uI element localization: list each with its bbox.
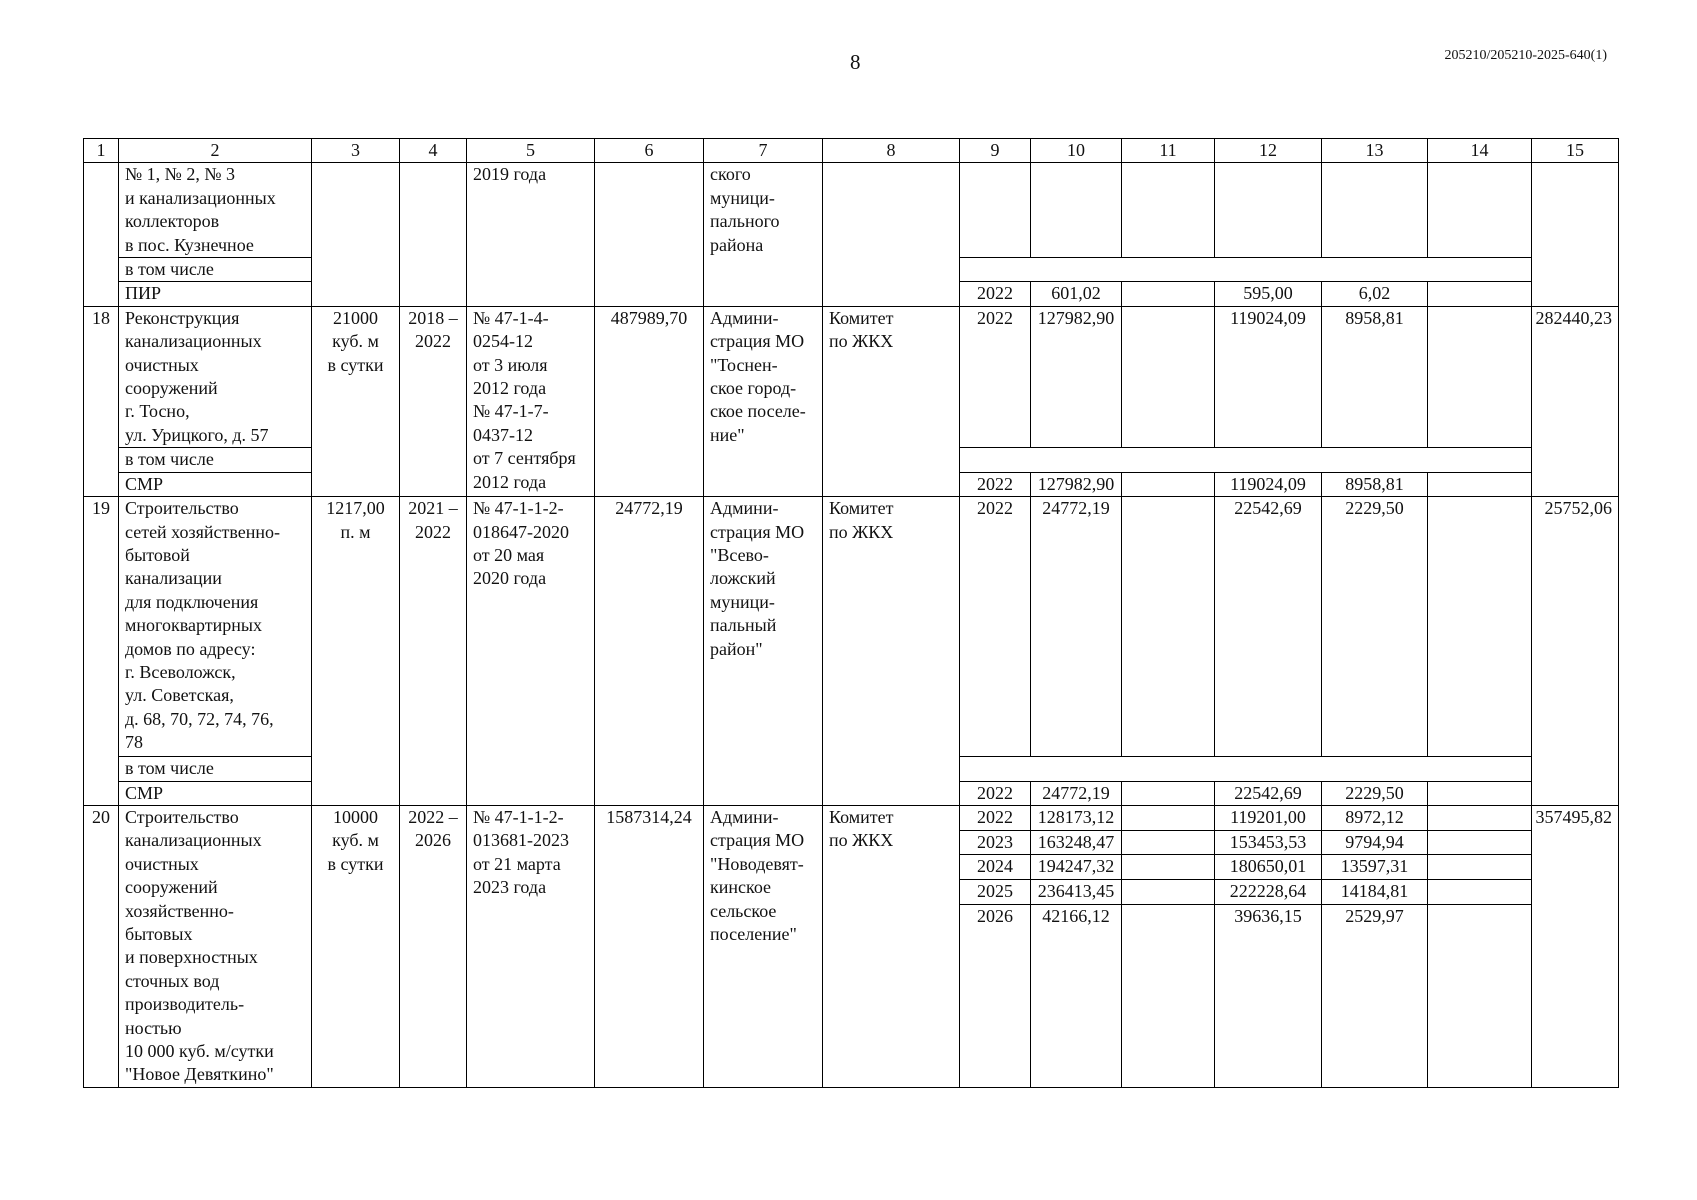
- year: 2022: [960, 472, 1031, 496]
- total-value: 42166,12: [1031, 904, 1122, 1087]
- object-name-line: № 1, № 2, № 3: [125, 164, 236, 185]
- total-value: 24772,19: [1031, 781, 1122, 805]
- cell: [1122, 472, 1215, 496]
- total-value: 236413,45: [1031, 880, 1122, 905]
- federal-value: 22542,69: [1215, 497, 1322, 757]
- header-cell-1: 1: [84, 139, 119, 163]
- object-name-line: сооружений: [125, 378, 218, 399]
- regional-value: 14184,81: [1322, 880, 1428, 905]
- object-name-line: 10 000 куб. м/сутки: [125, 1040, 274, 1061]
- customer-text-line: Админи-: [710, 307, 779, 328]
- cell: [960, 163, 1031, 258]
- cell: [1428, 163, 1532, 258]
- capacity-line: 10000: [333, 806, 378, 827]
- cell: [1122, 497, 1215, 757]
- subtotal-kind: ПИР: [119, 282, 312, 306]
- customer-text-line: "Тоснен-: [710, 354, 778, 375]
- header-cell-15: 15: [1532, 139, 1619, 163]
- header-cell-12: 12: [1215, 139, 1322, 163]
- expertise-text-line: 2020 года: [473, 568, 547, 589]
- header-cell-14: 14: [1428, 139, 1532, 163]
- period-line: 2018 –: [408, 307, 458, 328]
- object-name-line: и канализационных: [125, 187, 276, 208]
- expertise-text-line: 2012 года: [473, 471, 547, 492]
- customer-text-line: ское город-: [710, 378, 797, 399]
- expertise-text-line: 2012 года: [473, 378, 547, 399]
- header-cell-3: 3: [312, 139, 400, 163]
- remaining-value: 282440,23: [1532, 306, 1619, 496]
- cell: [1215, 163, 1322, 258]
- customer-text: [704, 497, 823, 806]
- cell: [1428, 497, 1532, 757]
- year: 2026: [960, 904, 1031, 1087]
- project-row-20-year: [84, 805, 1619, 830]
- cell: [960, 757, 1532, 781]
- object-name-line: сетей хозяйственно-: [125, 521, 281, 542]
- expertise-text-line: от 3 июля: [473, 354, 548, 375]
- subtotal-kind: СМР: [119, 781, 312, 805]
- object-name-line: бытовой: [125, 544, 190, 565]
- customer-text-line: ложский: [710, 568, 776, 589]
- estimated-cost: 487989,70: [595, 306, 704, 496]
- period-line: 2022: [415, 521, 451, 542]
- cell: [400, 163, 467, 306]
- customer-text-line: поселение": [710, 923, 797, 944]
- header-cell-13: 13: [1322, 139, 1428, 163]
- project-row-19: [84, 497, 1619, 757]
- cell: [823, 163, 960, 306]
- row-number: 19: [84, 497, 119, 806]
- object-name-line: бытовых: [125, 923, 193, 944]
- object-name-line: г. Всеволожск,: [125, 661, 236, 682]
- cell: [1122, 306, 1215, 447]
- object-name-line: в пос. Кузнечное: [125, 234, 254, 255]
- project-row-18: [84, 306, 1619, 447]
- object-name-line: для подключения: [125, 591, 259, 612]
- executor-text: [823, 805, 960, 1087]
- header-row: [84, 139, 1619, 163]
- customer-text-line: район": [710, 638, 763, 659]
- expertise-text-line: 018647-2020: [473, 521, 569, 542]
- cell: [1031, 163, 1122, 258]
- object-name-line: сооружений: [125, 877, 218, 898]
- federal-value: 222228,64: [1215, 880, 1322, 905]
- regional-value: 8958,81: [1322, 306, 1428, 447]
- object-name-line: производитель-: [125, 994, 245, 1015]
- capacity-line: в сутки: [327, 354, 384, 375]
- cell: [595, 163, 704, 306]
- total-value: 24772,19: [1031, 497, 1122, 757]
- header-cell-9: 9: [960, 139, 1031, 163]
- executor-text-line: по ЖКХ: [829, 331, 894, 352]
- header-cell-7: 7: [704, 139, 823, 163]
- header-cell-10: 10: [1031, 139, 1122, 163]
- remaining-value: 357495,82: [1532, 805, 1619, 1087]
- expertise-text-line: № 47-1-1-2-: [473, 498, 564, 519]
- total-value: 128173,12: [1031, 805, 1122, 830]
- object-name-line: очистных: [125, 853, 199, 874]
- total-value: 127982,90: [1031, 472, 1122, 496]
- expertise-text-line: 013681-2023: [473, 830, 569, 851]
- remaining-value: 25752,06: [1532, 497, 1619, 806]
- cell: [1428, 472, 1532, 496]
- expertise-text-line: № 47-1-1-2-: [473, 806, 564, 827]
- federal-value: 180650,01: [1215, 855, 1322, 880]
- estimated-cost: 24772,19: [595, 497, 704, 806]
- cell: [1122, 805, 1215, 830]
- customer-text-line: страция МО: [710, 331, 805, 352]
- row-number: 20: [84, 805, 119, 1087]
- period-line: 2022 –: [408, 806, 458, 827]
- capacity-line: 1217,00: [326, 498, 385, 519]
- cell: [312, 163, 400, 306]
- federal-value: 22542,69: [1215, 781, 1322, 805]
- customer-text-line: кинское: [710, 877, 772, 898]
- object-name: [119, 805, 312, 1087]
- period-line: 2022: [415, 331, 451, 352]
- object-name-line: канализации: [125, 568, 222, 589]
- object-name-line: канализационных: [125, 830, 262, 851]
- cell: [1122, 855, 1215, 880]
- cell: [1122, 282, 1215, 306]
- header-cell-6: 6: [595, 139, 704, 163]
- object-name-line: Строительство: [125, 806, 239, 827]
- cell: [1428, 830, 1532, 855]
- year: 2025: [960, 880, 1031, 905]
- capacity: [312, 306, 400, 496]
- customer-text-line: пального: [710, 211, 780, 232]
- customer-text-line: "Новодевят-: [710, 853, 804, 874]
- object-name-line: сточных вод: [125, 970, 220, 991]
- customer-text-line: Админи-: [710, 806, 779, 827]
- customer-text-line: муници-: [710, 591, 775, 612]
- expertise-text: [467, 497, 595, 806]
- customer-text-line: сельское: [710, 900, 777, 921]
- expertise-text-line: от 7 сентября: [473, 448, 576, 469]
- customer-text-line: ское поселе-: [710, 401, 806, 422]
- customer-text: [704, 805, 823, 1087]
- customer-text: [704, 163, 823, 306]
- period: [400, 497, 467, 806]
- total-value: 163248,47: [1031, 830, 1122, 855]
- expertise-text-line: 2023 года: [473, 877, 547, 898]
- customer-text-line: ского: [710, 164, 751, 185]
- expertise-text-line: 0437-12: [473, 424, 533, 445]
- cell: [1428, 880, 1532, 905]
- header-cell-11: 11: [1122, 139, 1215, 163]
- cell: [1428, 805, 1532, 830]
- subtotal-kind: СМР: [119, 472, 312, 496]
- regional-value: 13597,31: [1322, 855, 1428, 880]
- cell: [1532, 163, 1619, 306]
- document-id: 205210/205210-2025-640(1): [1444, 48, 1607, 63]
- cell: [1428, 306, 1532, 447]
- executor-text-line: по ЖКХ: [829, 521, 894, 542]
- object-name-line: 78: [125, 732, 143, 753]
- expertise-text-line: № 47-1-4-: [473, 307, 549, 328]
- capacity-line: в сутки: [327, 853, 384, 874]
- header-cell-8: 8: [823, 139, 960, 163]
- object-name-line: ностью: [125, 1017, 182, 1038]
- regional-value: 8958,81: [1322, 472, 1428, 496]
- regional-value: 9794,94: [1322, 830, 1428, 855]
- object-name-line: канализационных: [125, 331, 262, 352]
- subtotal-label: в том числе: [119, 757, 312, 781]
- cell: [1428, 904, 1532, 1087]
- page-number: 8: [850, 50, 861, 74]
- federal-value: 595,00: [1215, 282, 1322, 306]
- capacity-line: п. м: [340, 521, 371, 542]
- object-name-line: д. 68, 70, 72, 74, 76,: [125, 708, 274, 729]
- customer-text-line: страция МО: [710, 830, 805, 851]
- capacity: [312, 805, 400, 1087]
- object-name-line: Реконструкция: [125, 307, 240, 328]
- year: 2022: [960, 306, 1031, 447]
- period: [400, 306, 467, 496]
- customer-text-line: ние": [710, 424, 745, 445]
- cell: [1122, 781, 1215, 805]
- federal-value: 39636,15: [1215, 904, 1322, 1087]
- object-name-line: домов по адресу:: [125, 638, 256, 659]
- continuation-row: [84, 163, 1619, 258]
- capacity-line: куб. м: [332, 331, 379, 352]
- object-name: [119, 306, 312, 447]
- cell: [1122, 830, 1215, 855]
- year: 2023: [960, 830, 1031, 855]
- federal-value: 119024,09: [1215, 472, 1322, 496]
- subtotal-label: в том числе: [119, 258, 312, 282]
- regional-value: 2229,50: [1322, 781, 1428, 805]
- estimated-cost: 1587314,24: [595, 805, 704, 1087]
- customer-text-line: Админи-: [710, 498, 779, 519]
- object-name: [119, 497, 312, 757]
- executor-text: [823, 306, 960, 496]
- object-name-line: Строительство: [125, 498, 239, 519]
- expertise-text: 2019 года: [467, 163, 595, 306]
- federal-value: 119024,09: [1215, 306, 1322, 447]
- cell: [1122, 904, 1215, 1087]
- cell: [960, 258, 1532, 282]
- executor-text-line: Комитет: [829, 307, 894, 328]
- subtotal-label: в том числе: [119, 448, 312, 472]
- year: 2022: [960, 282, 1031, 306]
- capacity-line: куб. м: [332, 830, 379, 851]
- object-name-line: и поверхностных: [125, 947, 258, 968]
- customer-text-line: страция МО: [710, 521, 805, 542]
- object-name-line: ул. Советская,: [125, 685, 234, 706]
- object-name-line: ул. Урицкого, д. 57: [125, 424, 269, 445]
- year: 2022: [960, 781, 1031, 805]
- year: 2024: [960, 855, 1031, 880]
- executor-text-line: Комитет: [829, 498, 894, 519]
- period-line: 2021 –: [408, 498, 458, 519]
- cell: [1428, 781, 1532, 805]
- header-cell-5: 5: [467, 139, 595, 163]
- expertise-text-line: от 21 марта: [473, 853, 561, 874]
- object-name: [119, 163, 312, 258]
- expertise-text-line: 0254-12: [473, 331, 533, 352]
- cell: [84, 163, 119, 306]
- expertise-text: [467, 306, 595, 496]
- total-value: 194247,32: [1031, 855, 1122, 880]
- row-number: 18: [84, 306, 119, 496]
- executor-text: [823, 497, 960, 806]
- executor-text-line: Комитет: [829, 806, 894, 827]
- period-line: 2026: [415, 830, 451, 851]
- customer-text-line: района: [710, 234, 764, 255]
- cell: [1122, 880, 1215, 905]
- expertise-text-line: № 47-1-7-: [473, 401, 549, 422]
- regional-value: 6,02: [1322, 282, 1428, 306]
- object-name-line: г. Тосно,: [125, 401, 190, 422]
- customer-text: [704, 306, 823, 496]
- federal-value: 119201,00: [1215, 805, 1322, 830]
- regional-value: 2229,50: [1322, 497, 1428, 757]
- capacity: [312, 497, 400, 806]
- year: 2022: [960, 497, 1031, 757]
- object-name-line: многоквартирных: [125, 615, 262, 636]
- cell: [1428, 282, 1532, 306]
- regional-value: 2529,97: [1322, 904, 1428, 1087]
- customer-text-line: "Всево-: [710, 544, 769, 565]
- object-name-line: коллекторов: [125, 211, 220, 232]
- cell: [1322, 163, 1428, 258]
- cell: [1122, 163, 1215, 258]
- cell: [1428, 855, 1532, 880]
- header-cell-4: 4: [400, 139, 467, 163]
- object-name-line: очистных: [125, 354, 199, 375]
- investment-table: [83, 138, 1619, 1088]
- year: 2022: [960, 805, 1031, 830]
- customer-text-line: пальный: [710, 615, 777, 636]
- federal-value: 153453,53: [1215, 830, 1322, 855]
- header-cell-2: 2: [119, 139, 312, 163]
- capacity-line: 21000: [333, 307, 378, 328]
- period: [400, 805, 467, 1087]
- total-value: 127982,90: [1031, 306, 1122, 447]
- object-name-line: "Новое Девяткино": [125, 1064, 274, 1085]
- customer-text-line: муници-: [710, 187, 775, 208]
- expertise-text-line: от 20 мая: [473, 544, 545, 565]
- object-name-line: хозяйственно-: [125, 900, 234, 921]
- total-value: 601,02: [1031, 282, 1122, 306]
- executor-text-line: по ЖКХ: [829, 830, 894, 851]
- cell: [960, 448, 1532, 472]
- regional-value: 8972,12: [1322, 805, 1428, 830]
- expertise-text: [467, 805, 595, 1087]
